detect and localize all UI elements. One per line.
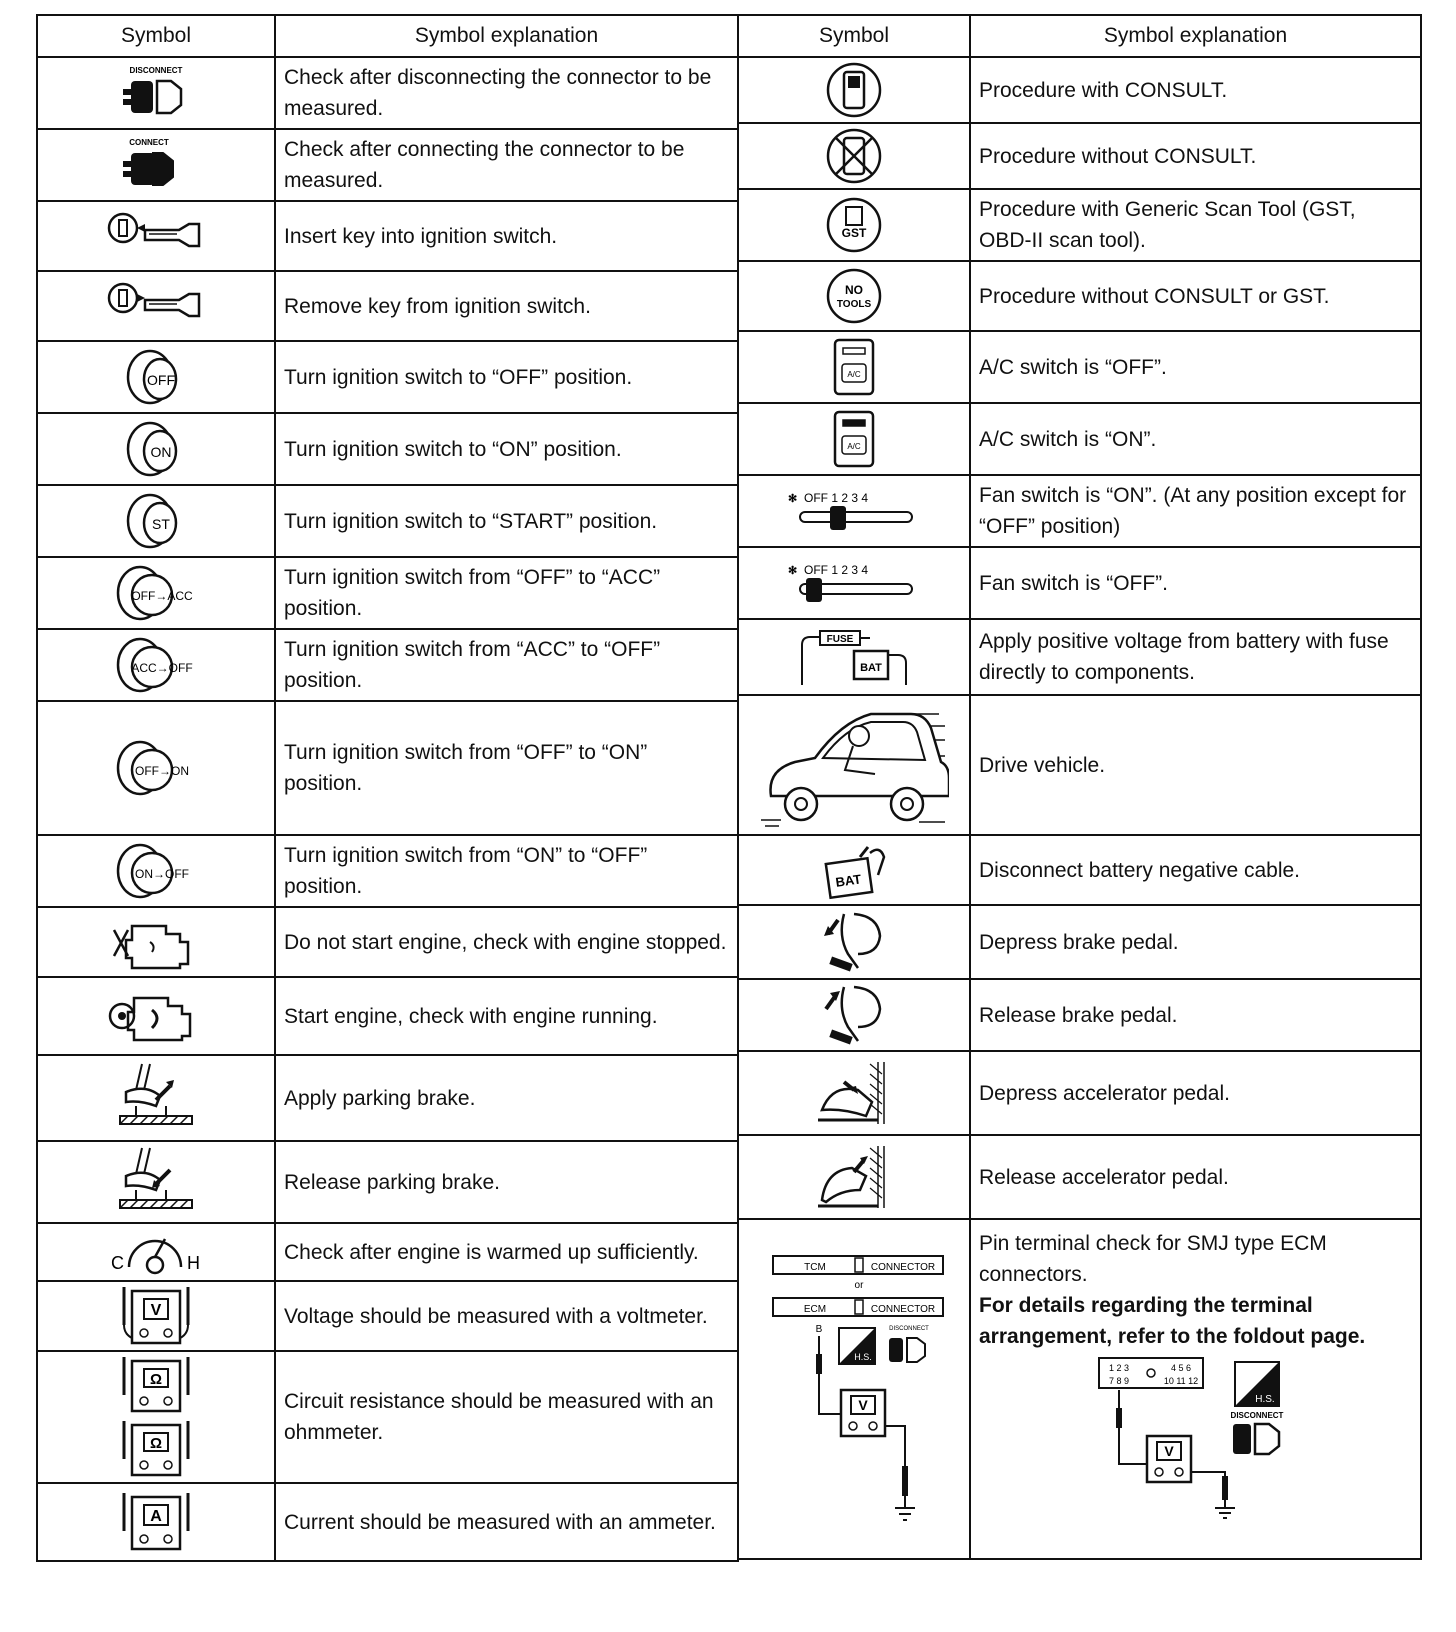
table-row: [37, 1281, 738, 1351]
ignition-on-icon: [116, 417, 196, 481]
table-row: [37, 129, 738, 201]
header-symbol-right: Symbol: [738, 15, 970, 57]
svg-text:FUSE: FUSE: [826, 634, 854, 645]
voltmeter-icon: [116, 1285, 196, 1347]
explanation-depress-brake: Depress brake pedal.: [970, 905, 1421, 979]
svg-text:BAT: BAT: [860, 662, 882, 674]
apply-parking-brake-icon: [106, 1060, 206, 1136]
svg-text:Ω: Ω: [149, 1371, 163, 1388]
explanation-ignition-start: Turn ignition switch to “START” position.: [275, 485, 738, 557]
engine-warm-gauge-icon: [101, 1227, 211, 1277]
explanation-ignition-off: Turn ignition switch to “OFF” position.: [275, 341, 738, 413]
table-row: [37, 485, 738, 557]
ignition-off-to-acc-icon: [106, 561, 206, 625]
svg-text:OFF→ACC: OFF→ACC: [131, 589, 193, 603]
table-row: [37, 557, 738, 629]
explanation-remove-key: Remove key from ignition switch.: [275, 271, 738, 341]
svg-text:DISCONNECT: DISCONNECT: [1230, 1411, 1284, 1420]
table-row: [738, 123, 1421, 189]
table-row: [37, 341, 738, 413]
table-row: [738, 979, 1421, 1051]
table-row: [37, 977, 738, 1055]
table-row: [738, 835, 1421, 905]
explanation-ignition-on: Turn ignition switch to “ON” position.: [275, 413, 738, 485]
explanation-consult: Procedure with CONSULT.: [970, 57, 1421, 123]
explanation-fan-off: Fan switch is “OFF”.: [970, 547, 1421, 619]
insert-key-icon: [101, 206, 211, 266]
left-symbol-table: [36, 14, 737, 1562]
table-row: [738, 189, 1421, 261]
ignition-acc-to-off-icon: [106, 633, 206, 697]
table-row: [37, 57, 738, 129]
explanation-ac-off: A/C switch is “OFF”.: [970, 331, 1421, 403]
explanation-ignition-off-to-on: Turn ignition switch from “OFF” to “ON” position.: [275, 701, 738, 835]
table-row: [37, 1223, 738, 1281]
table-row: [738, 57, 1421, 123]
explanation-gst: Procedure with Generic Scan Tool (GST, OBD-II scan tool).: [970, 189, 1421, 261]
explanation-fuse-battery: Apply positive voltage from battery with fuse directly to components.: [970, 619, 1421, 695]
svg-text:H: H: [187, 1253, 200, 1273]
svg-text:H.S.: H.S.: [854, 1352, 872, 1362]
header-explanation: Symbol explanation: [275, 15, 738, 57]
svg-text:TOOLS: TOOLS: [836, 299, 872, 310]
table-row: [37, 907, 738, 977]
svg-text:V: V: [150, 1302, 162, 1319]
svg-text:7 8 9: 7 8 9: [1108, 1376, 1130, 1386]
svg-text:1 2 3: 1 2 3: [1108, 1363, 1130, 1373]
explanation-release-brake: Release brake pedal.: [970, 979, 1421, 1051]
svg-text:OFF→ON: OFF→ON: [135, 764, 189, 778]
no-tools-icon: [824, 266, 884, 326]
svg-text:GST: GST: [841, 226, 867, 240]
svg-text:H.S.: H.S.: [1255, 1394, 1275, 1405]
svg-text:OFF 1 2 3 4: OFF 1 2 3 4: [804, 491, 869, 505]
explanation-drive-vehicle: Drive vehicle.: [970, 695, 1421, 835]
svg-text:DISCONNECT: DISCONNECT: [129, 66, 183, 75]
explanation-ohmmeter: Circuit resistance should be measured with an ohmmeter.: [275, 1351, 738, 1483]
explanation-no-consult: Procedure without CONSULT.: [970, 123, 1421, 189]
header-symbol: Symbol: [37, 15, 275, 57]
ignition-on-to-off-icon: [106, 839, 206, 903]
svg-text:Ω: Ω: [149, 1435, 163, 1452]
svg-text:✻: ✻: [788, 493, 798, 505]
explanation-depress-accelerator: Depress accelerator pedal.: [970, 1051, 1421, 1135]
svg-text:C: C: [111, 1253, 124, 1273]
depress-brake-pedal-icon: [814, 910, 894, 974]
svg-text:A/C: A/C: [847, 442, 861, 451]
table-row: [37, 1351, 738, 1483]
svg-text:TCM: TCM: [804, 1262, 826, 1273]
consult-icon: [824, 60, 884, 120]
explanation-ignition-off-to-acc: Turn ignition switch from “OFF” to “ACC” position.: [275, 557, 738, 629]
table-row: [738, 1135, 1421, 1219]
svg-text:4 5 6: 4 5 6: [1170, 1363, 1192, 1373]
table-row: [37, 201, 738, 271]
explanation-disconnect: Check after disconnecting the connector to be measured.: [275, 57, 738, 129]
depress-accelerator-icon: [814, 1058, 894, 1128]
table-row: [738, 475, 1421, 547]
battery-disconnect-icon: [814, 839, 894, 901]
header-explanation-right: Symbol explanation: [970, 15, 1421, 57]
table-row: [738, 331, 1421, 403]
svg-text:ST: ST: [152, 516, 170, 532]
svg-text:✻: ✻: [788, 565, 798, 577]
svg-text:OFF 1 2 3 4: OFF 1 2 3 4: [804, 563, 869, 577]
ignition-start-icon: [116, 489, 196, 553]
explanation-engine-warm: Check after engine is warmed up sufficiently.: [275, 1223, 738, 1281]
explanation-release-parking-brake: Release parking brake.: [275, 1141, 738, 1223]
table-row: [738, 619, 1421, 695]
svg-text:ECM: ECM: [803, 1304, 827, 1315]
explanation-apply-parking-brake: Apply parking brake.: [275, 1055, 738, 1141]
fan-on-icon: [784, 486, 924, 536]
table-row: [37, 1055, 738, 1141]
table-row: [37, 701, 738, 835]
explanation-fan-on: Fan switch is “ON”. (At any position except for “OFF” position): [970, 475, 1421, 547]
gst-icon: [824, 195, 884, 255]
svg-text:V: V: [858, 1397, 868, 1413]
remove-key-icon: [101, 276, 211, 336]
fuse-battery-icon: [794, 625, 914, 689]
explanation-insert-key: Insert key into ignition switch.: [275, 201, 738, 271]
explanation-voltmeter: Voltage should be measured with a voltmeter.: [275, 1281, 738, 1351]
connect-connector-icon: [111, 135, 201, 195]
pin-check-bold-text: For details regarding the terminal arrangement, refer to the foldout page.: [979, 1294, 1366, 1348]
svg-text:A/C: A/C: [847, 370, 861, 379]
ignition-off-icon: [116, 345, 196, 409]
no-consult-icon: [824, 126, 884, 186]
svg-text:BAT: BAT: [834, 871, 863, 890]
svg-text:10 11 12: 10 11 12: [1163, 1376, 1199, 1386]
ignition-off-to-on-icon: [106, 736, 206, 800]
table-row: [738, 547, 1421, 619]
svg-text:B: B: [815, 1324, 823, 1335]
svg-text:ON: ON: [150, 444, 172, 460]
svg-text:CONNECTOR: CONNECTOR: [870, 1262, 936, 1273]
svg-text:V: V: [1164, 1443, 1174, 1459]
release-brake-pedal-icon: [814, 983, 894, 1047]
svg-text:ACC→OFF: ACC→OFF: [131, 661, 193, 675]
explanation-engine-running: Start engine, check with engine running.: [275, 977, 738, 1055]
explanation-ignition-acc-to-off: Turn ignition switch from “ACC” to “OFF” position.: [275, 629, 738, 701]
svg-text:ON→OFF: ON→OFF: [135, 867, 189, 881]
explanation-ac-on: A/C switch is “ON”.: [970, 403, 1421, 475]
drive-vehicle-icon: [759, 700, 949, 830]
release-accelerator-icon: [814, 1142, 894, 1212]
engine-running-icon: [106, 984, 206, 1048]
right-symbol-table: [737, 14, 1420, 1560]
explanation-release-accelerator: Release accelerator pedal.: [970, 1135, 1421, 1219]
release-parking-brake-icon: [106, 1144, 206, 1220]
table-row: [37, 271, 738, 341]
table-row: [37, 1141, 738, 1223]
explanation-battery-disconnect: Disconnect battery negative cable.: [970, 835, 1421, 905]
table-row: [738, 1051, 1421, 1135]
ohmmeter-icon: [116, 1355, 196, 1479]
engine-stopped-icon: [106, 912, 206, 972]
table-row: [37, 629, 738, 701]
table-row: [37, 1483, 738, 1561]
svg-text:OFF: OFF: [147, 372, 175, 388]
table-row: [738, 1219, 1421, 1559]
ac-on-icon: [829, 408, 879, 470]
svg-text:CONNECTOR: CONNECTOR: [870, 1304, 936, 1315]
explanation-connect: Check after connecting the connector to be measured.: [275, 129, 738, 201]
explanation-ignition-on-to-off: Turn ignition switch from “ON” to “OFF” position.: [275, 835, 738, 907]
smj-connector-diagram-icon: [979, 1352, 1379, 1522]
pin-check-explanation: [970, 1219, 1421, 1559]
explanation-ammeter: Current should be measured with an ammeter.: [275, 1483, 738, 1561]
table-row: [738, 905, 1421, 979]
svg-text:or: or: [854, 1280, 864, 1291]
disconnect-connector-icon: [111, 63, 201, 123]
tcm-ecm-connector-diagram-icon: [759, 1244, 949, 1534]
explanation-no-tools: Procedure without CONSULT or GST.: [970, 261, 1421, 331]
svg-text:CONNECT: CONNECT: [129, 138, 169, 147]
table-row: [738, 261, 1421, 331]
svg-text:DISCONNECT: DISCONNECT: [889, 1326, 929, 1332]
table-row: [738, 403, 1421, 475]
table-row: [37, 835, 738, 907]
fan-off-icon: [784, 558, 924, 608]
ac-off-icon: [829, 336, 879, 398]
pin-check-text: Pin terminal check for SMJ type ECM connectors.: [979, 1232, 1327, 1286]
table-row: [738, 695, 1421, 835]
svg-text:A: A: [150, 1508, 162, 1525]
ammeter-icon: [116, 1491, 196, 1553]
table-row: [37, 413, 738, 485]
svg-text:NO: NO: [845, 283, 863, 297]
explanation-engine-stopped: Do not start engine, check with engine stopped.: [275, 907, 738, 977]
